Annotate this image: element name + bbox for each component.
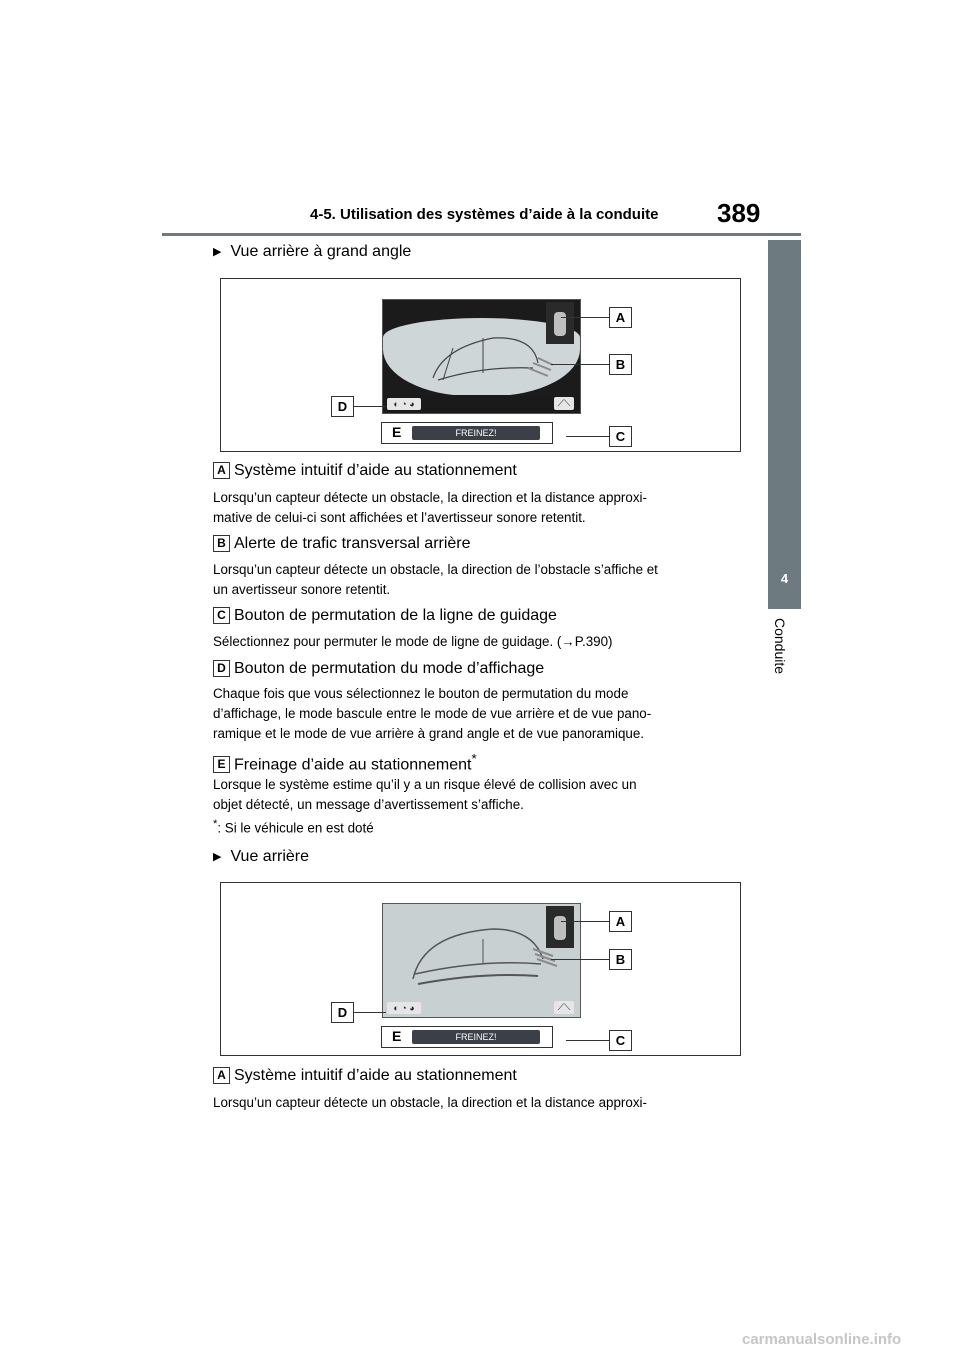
guide-line-button[interactable]: ⟋⟍ <box>554 397 574 410</box>
item-e-footnote-mark: * <box>471 751 477 766</box>
item-a-title: Système intuitif d’aide au stationnement <box>234 462 517 479</box>
figure-rear-view <box>220 882 741 1056</box>
leader-d <box>354 1012 386 1013</box>
brake-message-box <box>381 422 553 444</box>
leader-b <box>551 959 609 960</box>
camera-screen-wide <box>382 299 581 414</box>
parking-sensor-thumbnail <box>546 906 574 948</box>
rear-item-a-line-1: Lorsqu’un capteur détecte un obstacle, la direction et la distance approxi- <box>213 1095 647 1110</box>
header-rule <box>162 233 801 236</box>
display-mode-button[interactable]: ◐ ◔ ◕ <box>387 1002 421 1014</box>
item-d-title: Bouton de permutation du mode d’affichage <box>234 660 545 677</box>
camera-status-bar <box>383 999 580 1017</box>
car-top-icon <box>554 916 566 940</box>
item-a-line-1: Lorsqu’un capteur détecte un obstacle, la direction et la distance approxi- <box>213 490 647 505</box>
rear-item-a-badge: A <box>213 1067 230 1084</box>
item-e-body <box>213 775 743 815</box>
callout-a: A <box>609 307 632 328</box>
callout-c: C <box>609 1030 632 1051</box>
footnote <box>213 818 374 835</box>
brake-message-box <box>381 1026 553 1048</box>
leader-d <box>354 406 386 407</box>
subheading-wide-view-text: Vue arrière à grand angle <box>230 243 412 260</box>
item-d-heading <box>213 660 544 678</box>
section-header-title: 4-5. Utilisation des systèmes d’aide à la conduite <box>310 206 659 223</box>
figure-wide-view <box>220 278 741 452</box>
item-e-title: Freinage d’aide au stationnement <box>234 756 472 774</box>
triangle-bullet-icon: ▶ <box>213 246 222 258</box>
guide-line-button[interactable]: ⟋⟍ <box>554 1001 574 1014</box>
leader-a <box>561 921 609 922</box>
subheading-rear-view <box>213 848 309 866</box>
callout-a: A <box>609 911 632 932</box>
camera-status-bar <box>383 395 580 413</box>
item-e-badge: E <box>213 756 230 773</box>
callout-d: D <box>331 1002 354 1023</box>
callout-d: D <box>331 396 354 417</box>
leader-b <box>551 364 609 365</box>
rear-item-a-heading <box>213 1067 517 1085</box>
item-b-line-1: Lorsqu’un capteur détecte un obstacle, la direction de l’obstacle s’affiche et <box>213 562 658 577</box>
item-b-badge: B <box>213 535 230 552</box>
leader-a <box>561 317 609 318</box>
item-c-heading <box>213 607 557 625</box>
callout-b: B <box>609 354 632 375</box>
item-e-heading <box>213 751 477 774</box>
item-b-title: Alerte de trafic transversal arrière <box>234 535 471 552</box>
car-top-icon <box>554 312 566 336</box>
parking-sensor-thumbnail <box>546 302 574 344</box>
item-a-badge: A <box>213 462 230 479</box>
rear-item-a-body <box>213 1093 743 1113</box>
triangle-bullet-icon: ▶ <box>213 851 222 863</box>
footnote-mark: * <box>213 818 218 830</box>
subheading-wide-view <box>213 243 411 261</box>
callout-e-letter: E <box>392 1028 402 1044</box>
item-c-badge: C <box>213 607 230 624</box>
item-d-body <box>213 684 743 744</box>
chapter-label: Conduite <box>772 618 788 675</box>
brake-warning-message: FREINEZ! <box>412 1030 540 1044</box>
leader-c <box>566 436 609 437</box>
item-d-line-1: Chaque fois que vous sélectionnez le bouton de permutation du mode <box>213 686 629 701</box>
subheading-rear-view-text: Vue arrière <box>230 848 310 865</box>
item-a-line-2: mative de celui-ci sont affichées et l’avertisseur sonore retentit. <box>213 510 586 525</box>
item-e-line-2: objet détecté, un message d’avertissement s’affiche. <box>213 797 524 812</box>
item-d-line-2: d’affichage, le mode bascule entre le mode de vue arrière et de vue pano- <box>213 706 652 721</box>
item-c-line-1: Sélectionnez pour permuter le mode de ligne de guidage. (→P.390) <box>213 634 613 649</box>
item-c-title: Bouton de permutation de la ligne de guidage <box>234 607 557 624</box>
display-mode-button[interactable]: ◐ ◔ ◕ <box>387 398 421 410</box>
item-b-body <box>213 560 743 600</box>
item-d-badge: D <box>213 660 230 677</box>
camera-screen-rear <box>382 903 581 1018</box>
leader-c <box>566 1040 609 1041</box>
page-number: 389 <box>717 198 761 228</box>
footnote-text: : Si le véhicule en est doté <box>217 820 374 836</box>
callout-e-letter: E <box>392 424 402 440</box>
rear-item-a-title: Système intuitif d’aide au stationnement <box>234 1067 517 1084</box>
item-c-body <box>213 632 743 652</box>
chapter-tab <box>768 240 801 609</box>
chapter-number: 4 <box>780 571 789 586</box>
item-a-heading <box>213 462 517 480</box>
item-b-line-2: un avertisseur sonore retentit. <box>213 582 391 597</box>
callout-b: B <box>609 949 632 970</box>
item-d-line-3: ramique et le mode de vue arrière à grand angle et de vue panoramique. <box>213 726 645 741</box>
item-e-line-1: Lorsque le système estime qu’il y a un risque élevé de collision avec un <box>213 777 637 792</box>
item-b-heading <box>213 535 471 553</box>
item-a-body <box>213 488 743 528</box>
watermark: carmanualsonline.info <box>742 1331 902 1348</box>
brake-warning-message: FREINEZ! <box>412 426 540 440</box>
callout-c: C <box>609 426 632 447</box>
